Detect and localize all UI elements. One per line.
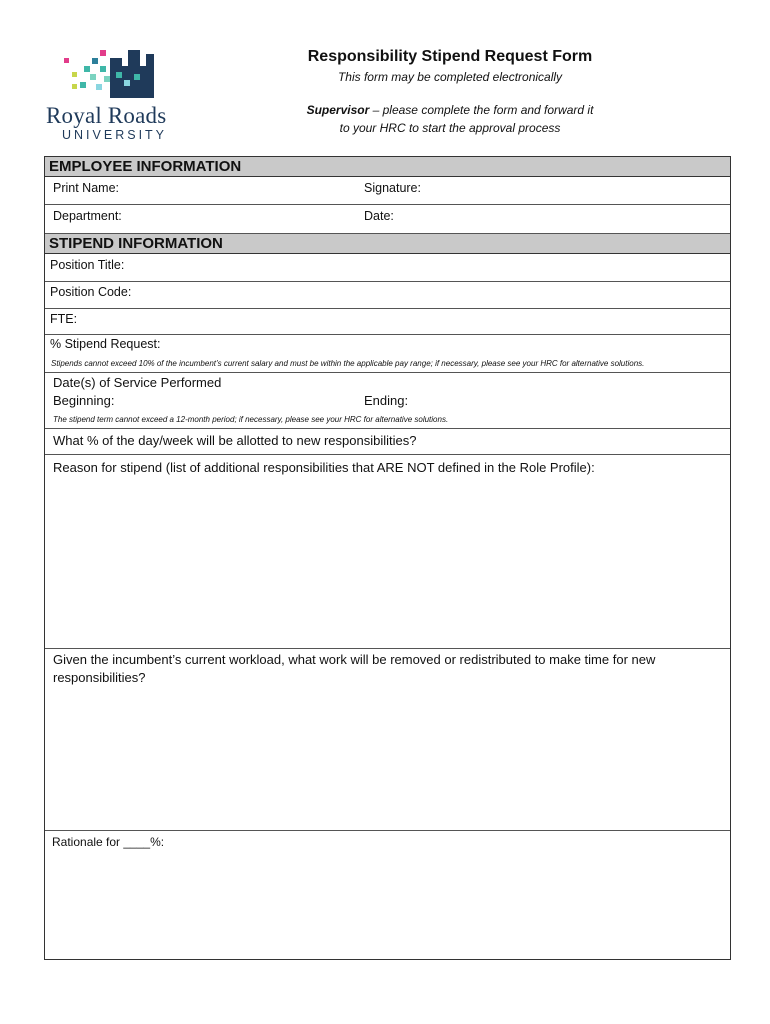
form-subtitle: This form may be completed electronically xyxy=(337,70,563,84)
employee-section-heading: EMPLOYEE INFORMATION xyxy=(45,157,730,177)
signature-field[interactable]: Signature: xyxy=(364,181,421,195)
row-name-signature xyxy=(45,177,730,205)
reason-field[interactable]: Reason for stipend (list of additional responsibilities that ARE NOT defined in the Role Profile): xyxy=(53,460,595,475)
row-position-code xyxy=(45,282,730,309)
beginning-field[interactable]: Beginning: xyxy=(53,393,115,408)
logo-subtext: UNIVERSITY xyxy=(62,128,168,142)
fte-field[interactable]: FTE: xyxy=(50,312,78,326)
row-fte xyxy=(45,309,730,335)
print-name-field[interactable]: Print Name: xyxy=(53,181,119,195)
workload-field[interactable] xyxy=(53,651,655,687)
stipend-limit-note: Stipends cannot exceed 10% of the incumbent’s current salary and must be within the applicable pay range; if necessary, please see your HRC for alternative solutions. xyxy=(51,359,645,368)
row-department-date xyxy=(45,205,730,234)
row-workload xyxy=(45,649,730,831)
allotted-field[interactable]: What % of the day/week will be allotted to new responsibilities? xyxy=(53,433,417,448)
rationale-field[interactable]: Rationale for ____%: xyxy=(52,835,165,849)
form-header xyxy=(250,48,650,137)
workload-question-line2: responsibilities? xyxy=(53,670,146,685)
department-field[interactable]: Department: xyxy=(53,209,122,223)
instruction-line2: to your HRC to start the approval process xyxy=(339,121,561,135)
row-reason xyxy=(45,455,730,649)
ending-field[interactable]: Ending: xyxy=(364,393,409,408)
stipend-form xyxy=(44,156,731,960)
workload-question-line1: Given the incumbent’s current workload, what work will be removed or redistributed to make time for new xyxy=(53,652,656,667)
service-dates-label: Date(s) of Service Performed xyxy=(53,375,222,390)
row-position-title xyxy=(45,254,730,282)
stipend-request-field[interactable]: % Stipend Request: xyxy=(50,337,161,351)
position-code-field[interactable]: Position Code: xyxy=(50,285,132,299)
form-instruction xyxy=(250,101,650,137)
row-rationale xyxy=(45,831,730,959)
stipend-section-heading: STIPEND INFORMATION xyxy=(45,234,730,254)
row-stipend-request xyxy=(45,335,730,373)
instruction-line1: – please complete the form and forward it xyxy=(369,103,594,117)
position-title-field[interactable]: Position Title: xyxy=(50,258,125,272)
row-service-dates xyxy=(45,373,730,429)
form-title: Responsibility Stipend Request Form xyxy=(307,48,593,65)
logo-wordmark: Royal Roads xyxy=(46,103,167,128)
term-limit-note: The stipend term cannot exceed a 12-month period; if necessary, please see your HRC for alternative solutions. xyxy=(53,415,449,424)
row-allotted xyxy=(45,429,730,455)
date-field[interactable]: Date: xyxy=(364,209,394,223)
instruction-role: Supervisor xyxy=(306,103,370,117)
